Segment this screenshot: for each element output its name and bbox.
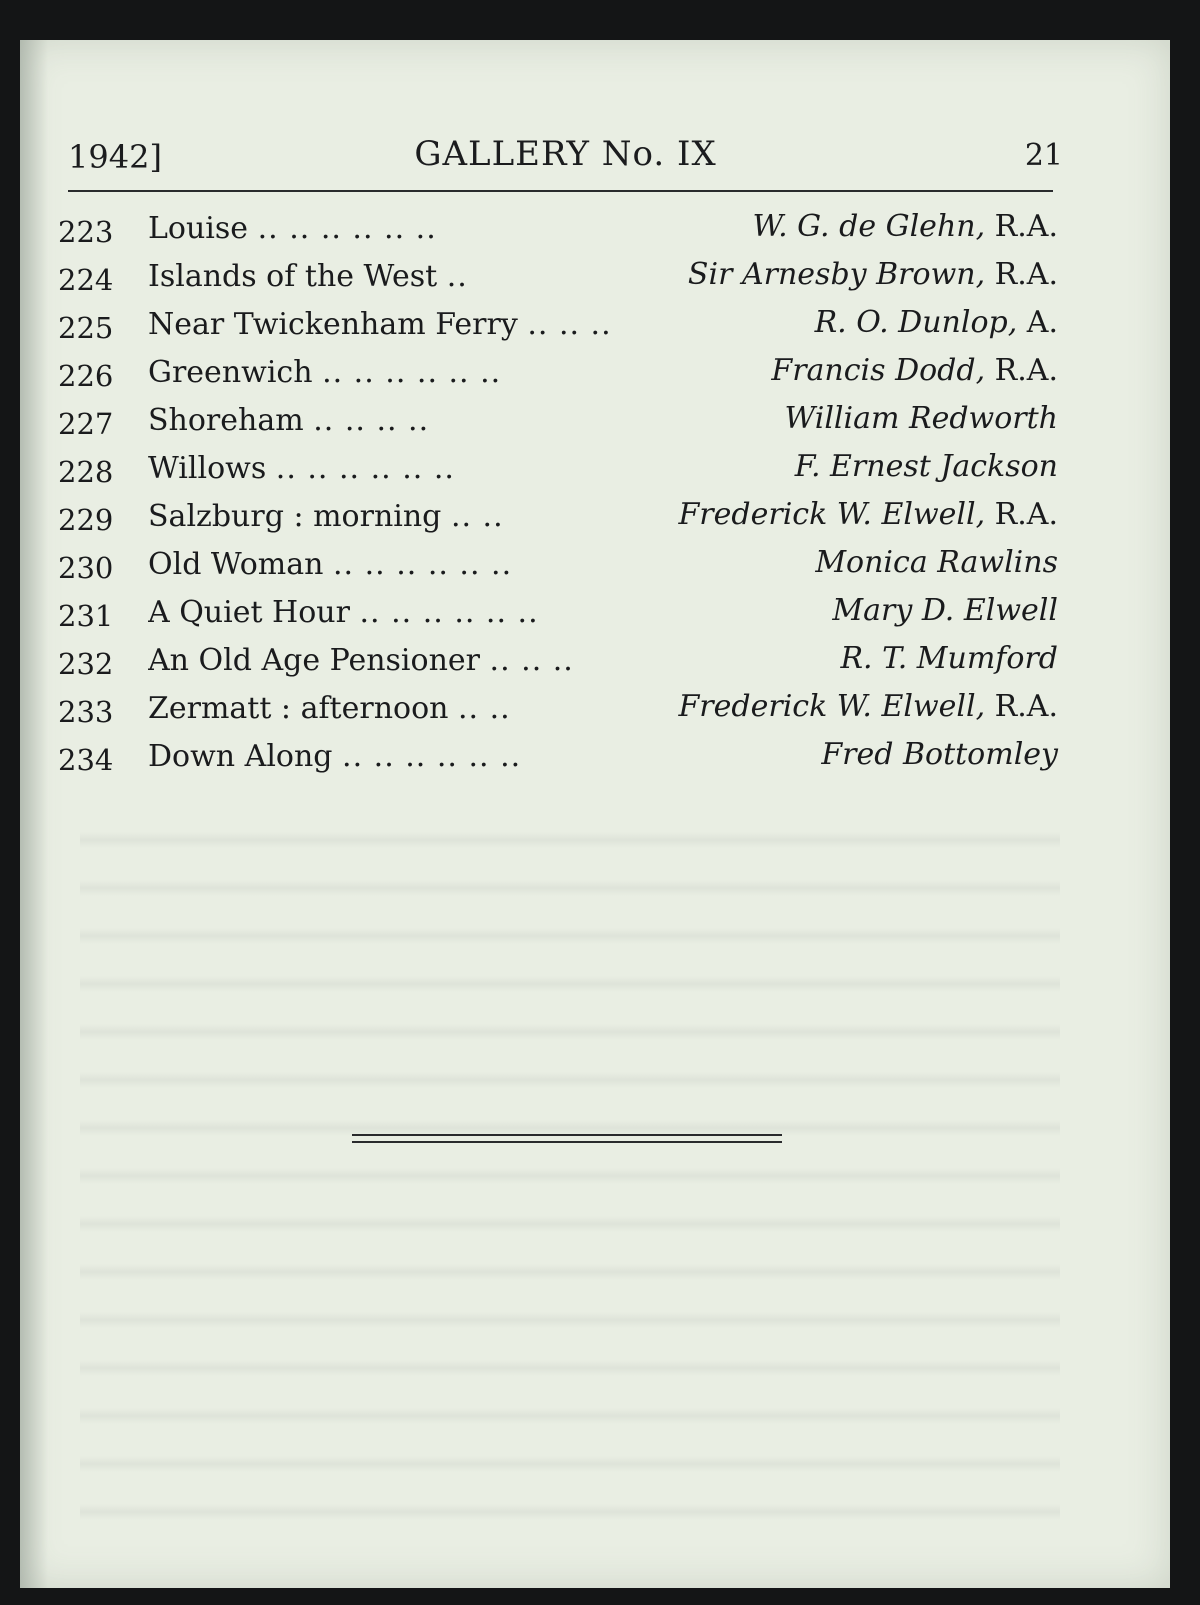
entry-title: Louise: [148, 211, 249, 246]
leader-dots: .. .. ..: [527, 307, 612, 342]
artist-name: R. T. Mumford: [840, 641, 1058, 676]
entry-title: Old Woman: [148, 547, 324, 582]
entry-title: Zermatt : afternoon: [148, 691, 449, 726]
header-year: 1942]: [68, 138, 162, 176]
artist-name: Fred Bottomley: [821, 737, 1058, 772]
entry-title: A Quiet Hour: [148, 595, 350, 630]
entry-title: Near Twickenham Ferry: [148, 307, 518, 342]
leader-dots: .. .. .. .. .. ..: [257, 211, 437, 246]
entry-title: An Old Age Pensioner: [148, 643, 480, 678]
entry-title: Islands of the West: [148, 259, 438, 294]
artist-name: Francis Dodd,: [771, 353, 986, 388]
page-title: GALLERY No. IX: [414, 134, 717, 174]
artist-name: Frederick W. Elwell,: [678, 689, 986, 724]
artist-name: F. Ernest Jackson: [794, 449, 1058, 484]
page-number: 21: [1024, 138, 1063, 173]
entry-number: 224: [58, 263, 114, 297]
header-rule: [68, 190, 1053, 192]
list-item: [58, 205, 1058, 253]
leader-dots: .. .. .. ..: [313, 403, 430, 438]
list-item: [58, 253, 1058, 301]
artist-honours: R.A.: [994, 353, 1058, 388]
list-item: [58, 349, 1058, 397]
artist-honours: A.: [1026, 305, 1058, 340]
leader-dots: .. .. .. .. .. ..: [342, 739, 522, 774]
artist-name: Arnesby Brown,: [741, 257, 986, 292]
list-item: [58, 733, 1058, 781]
closing-double-rule: [352, 1134, 782, 1143]
leader-dots: .. .. .. .. .. ..: [333, 547, 513, 582]
artist-name: W. G. de Glehn,: [752, 209, 986, 244]
entry-title: Down Along: [148, 739, 333, 774]
list-item: [58, 589, 1058, 637]
entry-number: 230: [58, 551, 114, 585]
artist-honours: R.A.: [994, 497, 1058, 532]
list-item: [58, 541, 1058, 589]
entry-title: Greenwich: [148, 355, 313, 390]
entry-title: Salzburg : morning: [148, 499, 442, 534]
list-item: [58, 637, 1058, 685]
leader-dots: ..: [446, 259, 468, 294]
entry-number: 228: [58, 455, 114, 489]
entry-number: 225: [58, 311, 114, 345]
artist-name: William Redworth: [784, 401, 1058, 436]
list-item: [58, 445, 1058, 493]
entry-number: 234: [58, 743, 114, 777]
entry-number: 226: [58, 359, 114, 393]
list-item: [58, 685, 1058, 733]
leader-dots: .. ..: [450, 499, 504, 534]
list-item: [58, 493, 1058, 541]
entry-number: 231: [58, 599, 114, 633]
entry-number: 227: [58, 407, 114, 441]
entry-number: 232: [58, 647, 114, 681]
entry-number: 223: [58, 215, 114, 249]
entry-title: Willows: [148, 451, 267, 486]
entry-title: Shoreham: [148, 403, 304, 438]
artist-name: Monica Rawlins: [815, 545, 1058, 580]
leader-dots: .. .. .. .. .. ..: [359, 595, 539, 630]
entry-number: 229: [58, 503, 114, 537]
artist-name: R. O. Dunlop,: [814, 305, 1018, 340]
list-item: [58, 397, 1058, 445]
leader-dots: .. ..: [458, 691, 511, 726]
artist-name: Mary D. Elwell: [832, 593, 1058, 628]
artist-honours: R.A.: [994, 257, 1058, 292]
leader-dots: .. .. .. .. .. ..: [275, 451, 455, 486]
entry-number: 233: [58, 695, 114, 729]
artist-name: Frederick W. Elwell,: [678, 497, 986, 532]
list-item: [58, 301, 1058, 349]
artist-prefix: Sir: [687, 257, 733, 292]
leader-dots: .. .. ..: [489, 643, 574, 678]
spine-shadow: [20, 40, 48, 1588]
leader-dots: .. .. .. .. .. ..: [322, 355, 502, 390]
page-header: [68, 132, 1063, 182]
catalogue-page: [20, 40, 1170, 1588]
artist-honours: R.A.: [994, 689, 1058, 724]
show-through: [80, 800, 1060, 1520]
entry-list: [58, 205, 1058, 781]
artist-honours: R.A.: [994, 209, 1058, 244]
